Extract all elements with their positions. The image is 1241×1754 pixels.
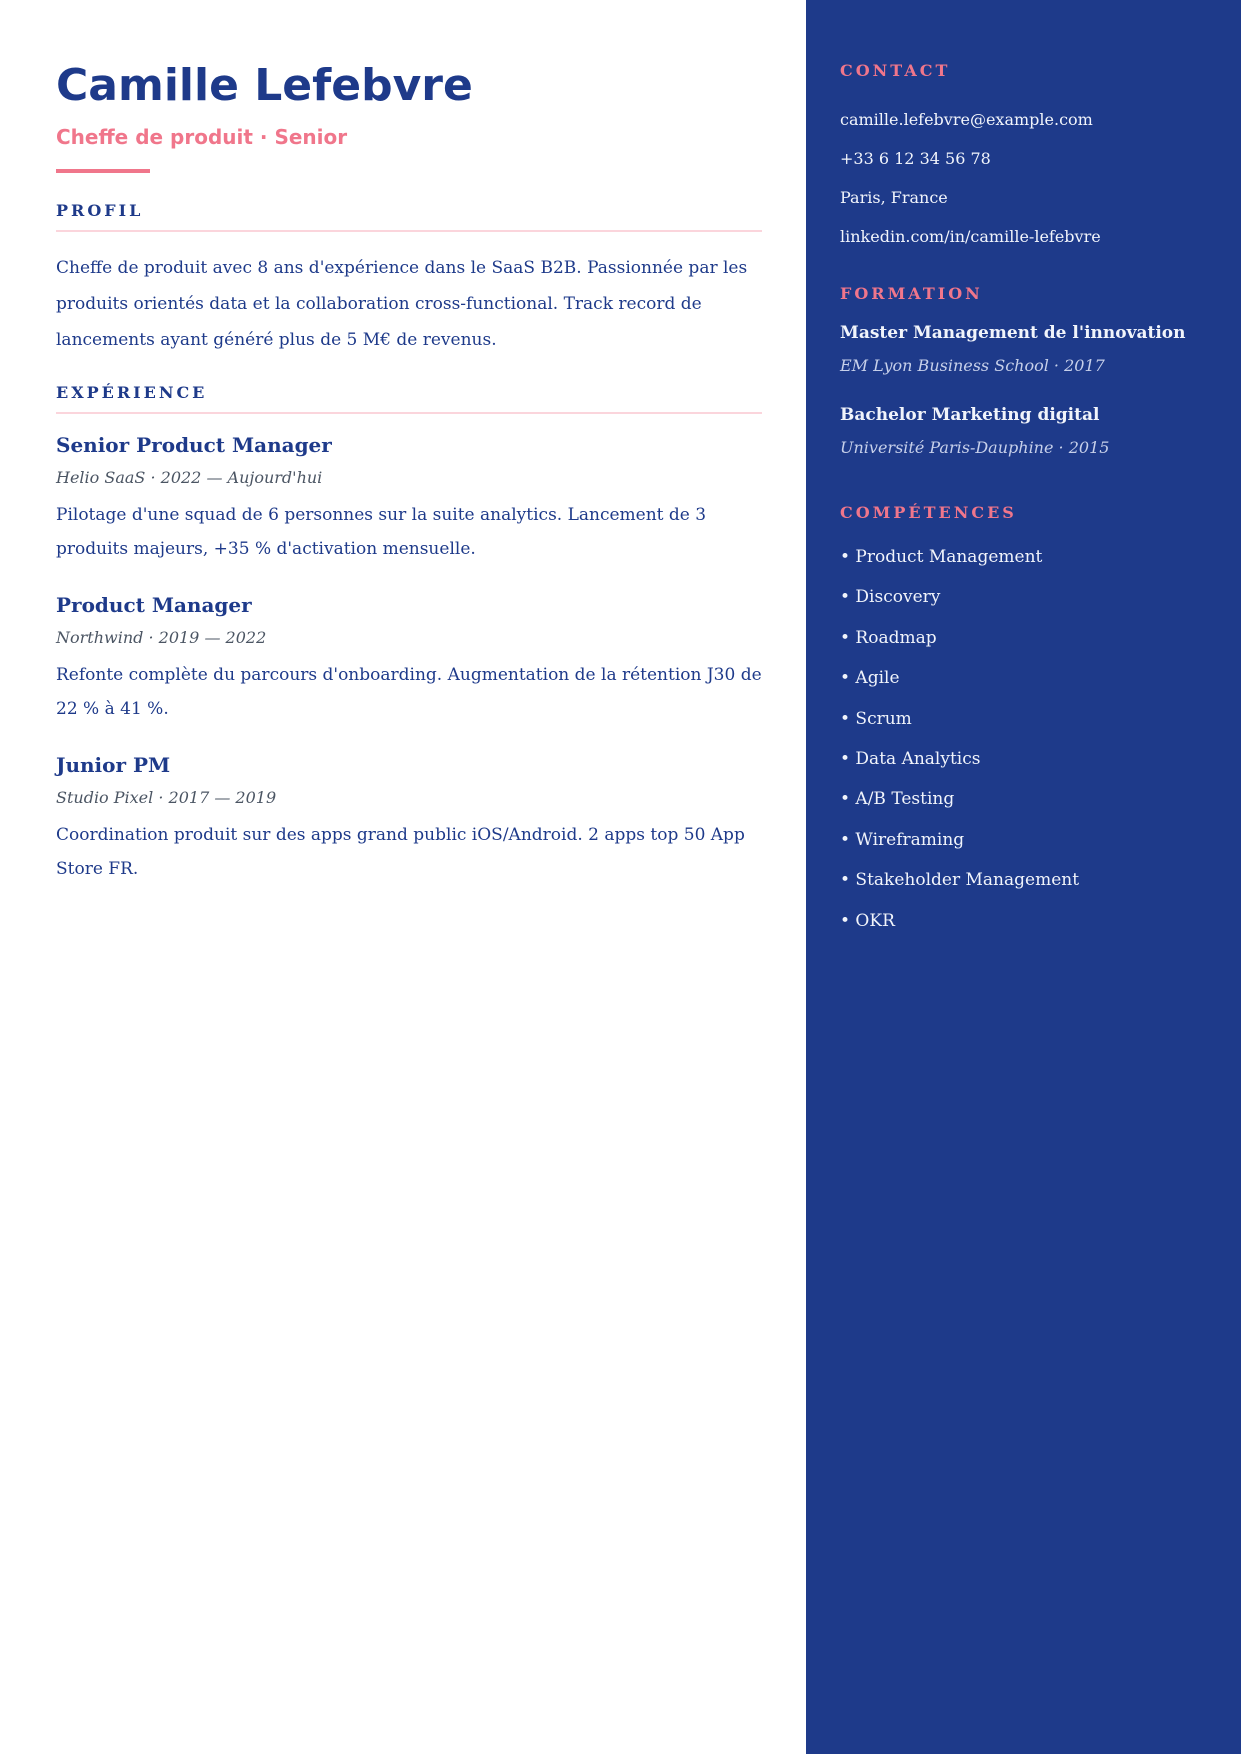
job-role: Senior Product Manager — [56, 433, 332, 457]
formation-degree: Bachelor Marketing digital — [840, 405, 1100, 425]
contact-location: Paris, France — [840, 188, 948, 207]
contact-phone[interactable]: +33 6 12 34 56 78 — [840, 149, 991, 168]
formation-degree: Master Management de l'innovation — [840, 323, 1186, 343]
candidate-name: Camille Lefebvre — [56, 60, 473, 111]
skill-item: • Wireframing — [840, 829, 965, 850]
job-meta: Studio Pixel · 2017 — 2019 — [56, 788, 277, 807]
sidebar — [806, 0, 1241, 1754]
formation-school: Université Paris-Dauphine · 2015 — [840, 438, 1110, 457]
profile-heading: PROFIL — [56, 201, 762, 232]
job-description: Pilotage d'une squad de 6 personnes sur la suite analytics. Lancement de 3 produits majeurs, +35 % d'activation mensuelle. — [56, 505, 707, 559]
formation-heading: FORMATION — [840, 284, 983, 303]
candidate-title: Cheffe de produit · Senior — [56, 125, 348, 149]
experience-item — [56, 430, 762, 566]
skills-heading: COMPÉTENCES — [840, 503, 1017, 522]
skill-item: • Discovery — [840, 587, 941, 608]
contact-email[interactable]: camille.lefebvre@example.com — [840, 110, 1093, 129]
skill-item: • Roadmap — [840, 627, 937, 648]
experience-item — [56, 590, 762, 726]
formation-school: EM Lyon Business School · 2017 — [840, 356, 1105, 375]
formation-item — [840, 403, 1235, 459]
profile-summary: Cheffe de produit avec 8 ans d'expérience dans le SaaS B2B. Passionnée par les produits orientés data et la collaboration cross-functional. Track record de lancements ayant généré plus de 5 M€ de revenus. — [56, 258, 748, 350]
skill-item: • Agile — [840, 668, 900, 689]
contact-heading: CONTACT — [840, 61, 951, 80]
job-role: Junior PM — [56, 753, 171, 777]
accent-divider — [56, 169, 150, 173]
job-meta: Helio SaaS · 2022 — Aujourd'hui — [56, 468, 323, 487]
skill-item: • A/B Testing — [840, 789, 955, 810]
skill-item: • Stakeholder Management — [840, 870, 1080, 891]
job-description: Coordination produit sur des apps grand public iOS/Android. 2 apps top 50 App Store FR. — [56, 825, 745, 879]
contact-linkedin-link[interactable]: linkedin.com/in/camille-lefebvre — [840, 227, 1101, 246]
skill-item: • Product Management — [840, 547, 1043, 567]
job-meta: Northwind · 2019 — 2022 — [56, 628, 267, 647]
experience-item — [56, 750, 762, 886]
job-role: Product Manager — [56, 593, 252, 617]
job-description: Refonte complète du parcours d'onboarding. Augmentation de la rétention J30 de 22 % à 41 %. — [56, 665, 762, 719]
formation-item — [840, 321, 1235, 377]
skill-item: • Data Analytics — [840, 748, 981, 769]
skills-list — [840, 546, 1079, 950]
skill-item: • Scrum — [840, 708, 912, 729]
skill-item: • OKR — [840, 910, 895, 931]
experience-heading: EXPÉRIENCE — [56, 383, 762, 414]
